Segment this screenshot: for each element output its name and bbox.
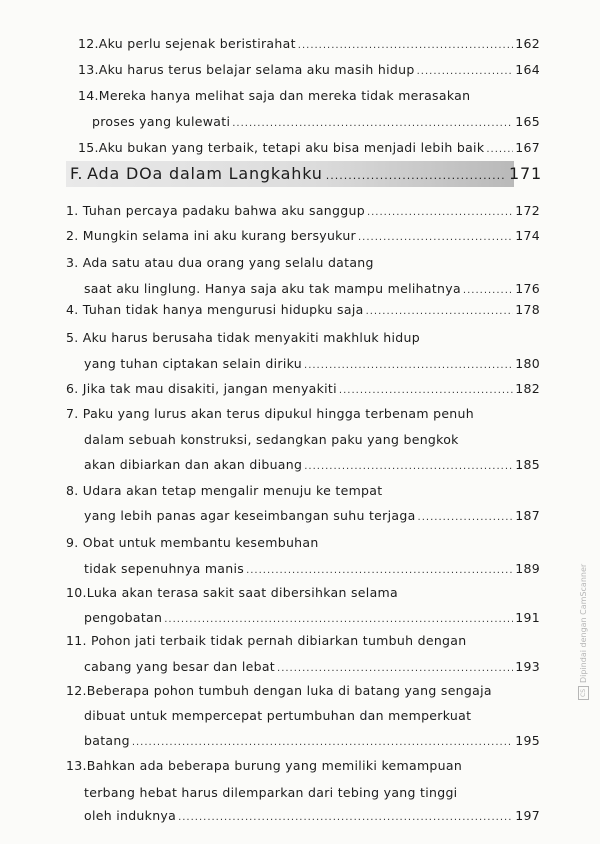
toc-entry-line-with-page [78, 140, 540, 155]
toc-entry-line-with-page [66, 381, 540, 396]
section-leader-dots [326, 169, 506, 182]
toc-entry-line [66, 683, 492, 698]
toc-page-number: 167 [515, 140, 540, 155]
toc-entry-line [66, 330, 420, 345]
toc-entry-line [84, 432, 459, 447]
watermark-text: Dipindai dengan CamScanner [579, 563, 588, 683]
toc-page-number: 178 [515, 302, 540, 317]
toc-entry-line-with-page [84, 281, 540, 296]
toc-entry-title: 8. Udara akan tetap mengalir menuju ke tempat [66, 483, 383, 498]
toc-page-number: 180 [515, 356, 540, 371]
leader-dots [178, 812, 513, 823]
toc-entry-title: 6. Jika tak mau disakiti, jangan menyakiti [66, 381, 337, 396]
leader-dots [339, 385, 513, 396]
toc-entry-title: proses yang kulewati [92, 114, 231, 129]
toc-entry-title: cabang yang besar dan lebat [84, 659, 276, 674]
toc-page-number: 185 [515, 457, 540, 472]
toc-entry-line [66, 483, 382, 498]
toc-page-number: 195 [515, 733, 540, 748]
camscanner-logo-icon: CS [578, 686, 589, 700]
toc-entry-title: 4. Tuhan tidak hanya mengurusi hidupku saja [66, 302, 364, 317]
toc-entry-line [66, 758, 462, 773]
toc-entry-line-with-page [84, 733, 540, 748]
section-letter: F. [70, 164, 84, 183]
toc-entry-title: 12.Beberapa pohon tumbuh dengan luka di batang yang sengaja [66, 683, 492, 698]
toc-entry-line [66, 535, 319, 550]
toc-page-number: 162 [515, 36, 540, 51]
leader-dots [132, 737, 513, 748]
leader-dots [277, 663, 513, 674]
toc-entry-title: 2. Mungkin selama ini aku kurang bersyukur [66, 228, 356, 243]
toc-entry-line [66, 255, 374, 270]
toc-entry-line-with-page [92, 114, 540, 129]
toc-page-number: 164 [515, 62, 540, 77]
toc-entry-title: 3. Ada satu atau dua orang yang selalu datang [66, 255, 374, 270]
toc-entry-title: dibuat untuk mempercepat pertumbuhan dan memperkuat [84, 708, 472, 723]
leader-dots [463, 285, 513, 296]
toc-entry-line-with-page [84, 610, 540, 625]
toc-entry-line-with-page [78, 62, 540, 77]
leader-dots [304, 360, 513, 371]
toc-entry-title: 13.Aku harus terus belajar selama aku masih hidup [78, 62, 415, 77]
toc-entry-title: 11. Pohon jati terbaik tidak pernah dibiarkan tumbuh dengan [66, 633, 467, 648]
toc-entry-title: terbang hebat harus dilemparkan dari tebing yang tinggi [84, 785, 458, 800]
leader-dots [418, 512, 514, 523]
toc-entry-title: 9. Obat untuk membantu kesembuhan [66, 535, 319, 550]
toc-entry-line-with-page [84, 808, 540, 823]
toc-entry-title: 15.Aku bukan yang terbaik, tetapi aku bisa menjadi lebih baik [78, 140, 485, 155]
toc-entry-line-with-page [78, 36, 540, 51]
camscanner-watermark [578, 564, 589, 700]
toc-entry-line-with-page [66, 302, 540, 317]
toc-entry-title: 10.Luka akan terasa sakit saat dibersihkan selama [66, 585, 398, 600]
toc-entry-title: batang [84, 733, 130, 748]
toc-entry-title: 5. Aku harus berusaha tidak menyakiti makhluk hidup [66, 330, 420, 345]
toc-entry-line [84, 708, 471, 723]
toc-page-number: 187 [515, 508, 540, 523]
toc-entry-title: pengobatan [84, 610, 163, 625]
toc-entry-title: yang lebih panas agar keseimbangan suhu terjaga [84, 508, 416, 523]
toc-entry-title: 13.Bahkan ada beberapa burung yang memiliki kemampuan [66, 758, 463, 773]
leader-dots [417, 66, 514, 77]
toc-page-number: 174 [515, 228, 540, 243]
leader-dots [164, 614, 513, 625]
toc-entry-title: 7. Paku yang lurus akan terus dipukul hingga terbenam penuh [66, 406, 474, 421]
toc-entry-line-with-page [66, 203, 540, 218]
toc-entry-line [66, 406, 474, 421]
toc-page-number: 165 [515, 114, 540, 129]
toc-page-number: 189 [515, 561, 540, 576]
leader-dots [298, 40, 513, 51]
section-title: Ada DOa dalam Langkahku [87, 164, 323, 183]
leader-dots [486, 144, 513, 155]
toc-entry-title: oleh induknya [84, 808, 177, 823]
toc-entry-line [84, 785, 457, 800]
section-heading [70, 164, 542, 183]
section-page-number: 171 [509, 164, 542, 183]
toc-entry-line [66, 633, 466, 648]
toc-entry-title: yang tuhan ciptakan selain diriku [84, 356, 303, 371]
toc-page-number: 191 [515, 610, 540, 625]
toc-entry-title: 14.Mereka hanya melihat saja dan mereka tidak merasakan [78, 88, 471, 103]
toc-page-number: 176 [515, 281, 540, 296]
toc-entry-title: 1. Tuhan percaya padaku bahwa aku sanggup [66, 203, 365, 218]
toc-entry-title: saat aku linglung. Hanya saja aku tak mampu melihatnya [84, 281, 461, 296]
leader-dots [232, 118, 513, 129]
toc-entry-line-with-page [84, 508, 540, 523]
toc-entry-line [78, 88, 470, 103]
leader-dots [304, 461, 513, 472]
toc-entry-title: akan dibiarkan dan akan dibuang [84, 457, 303, 472]
toc-entry-line-with-page [84, 356, 540, 371]
toc-entry-line-with-page [66, 228, 540, 243]
leader-dots [358, 232, 513, 243]
toc-page-number: 182 [515, 381, 540, 396]
leader-dots [366, 306, 514, 317]
toc-entry-title: dalam sebuah konstruksi, sedangkan paku yang bengkok [84, 432, 459, 447]
toc-entry-line-with-page [84, 659, 540, 674]
toc-page-number: 193 [515, 659, 540, 674]
leader-dots [246, 565, 513, 576]
toc-entry-title: tidak sepenuhnya manis [84, 561, 245, 576]
toc-entry-line-with-page [84, 457, 540, 472]
leader-dots [367, 207, 513, 218]
toc-page-number: 197 [515, 808, 540, 823]
toc-entry-line-with-page [84, 561, 540, 576]
toc-entry-line [66, 585, 398, 600]
toc-entry-title: 12.Aku perlu sejenak beristirahat [78, 36, 296, 51]
toc-page-number: 172 [515, 203, 540, 218]
